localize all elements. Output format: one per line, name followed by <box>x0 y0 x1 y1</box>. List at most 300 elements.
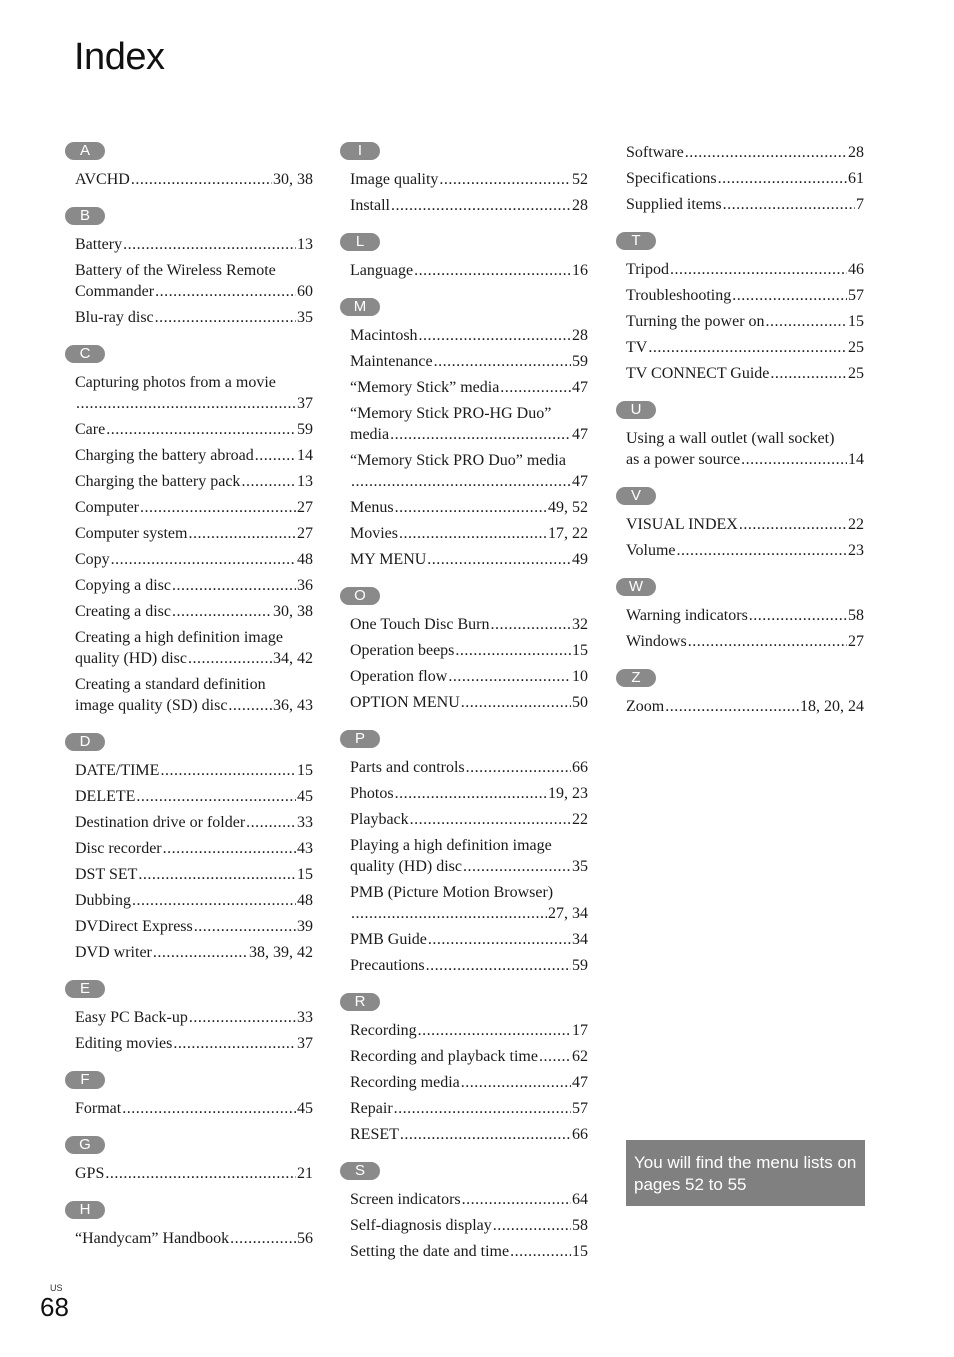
entry-page-numbers: 62 <box>572 1048 588 1065</box>
entry-label: DVD writer <box>75 944 152 961</box>
index-entry <box>626 168 864 189</box>
index-entry <box>626 142 864 163</box>
dot-leader <box>163 838 296 859</box>
entry-page-numbers: 30, 38 <box>273 171 313 188</box>
entry-label: Dubbing <box>75 892 131 909</box>
index-entry <box>350 523 588 544</box>
dot-leader <box>155 307 296 328</box>
entry-label: quality (HD) disc <box>350 858 462 875</box>
entry-label: Copy <box>75 551 110 568</box>
entry-page-numbers: 15 <box>572 1243 588 1260</box>
index-section <box>350 298 588 570</box>
index-section <box>75 1201 313 1249</box>
section-letter-badge: B <box>65 207 105 225</box>
entry-page-numbers: 57 <box>848 287 864 304</box>
entry-label: Operation flow <box>350 668 448 685</box>
dot-leader <box>510 1241 571 1262</box>
entry-label-line: Using a wall outlet (wall socket) <box>626 430 835 447</box>
dot-leader <box>241 471 296 492</box>
dot-leader <box>741 449 847 470</box>
dot-leader <box>648 337 847 358</box>
section-letter-badge: E <box>65 980 105 998</box>
dot-leader <box>688 631 847 652</box>
entry-page-numbers: 27 <box>297 499 313 516</box>
dot-leader <box>455 640 571 661</box>
dot-leader <box>155 281 296 302</box>
index-section <box>350 1162 588 1262</box>
index-entry <box>75 471 313 492</box>
dot-leader <box>172 575 296 596</box>
entry-page-numbers: 27, 34 <box>548 905 588 922</box>
index-section <box>75 1136 313 1184</box>
entry-page-numbers: 60 <box>297 283 313 300</box>
section-letter-badge: I <box>340 142 380 160</box>
entry-label: Commander <box>75 283 155 300</box>
entry-label: Editing movies <box>75 1035 173 1052</box>
section-letter-badge: V <box>616 487 656 505</box>
index-entry <box>75 1007 313 1028</box>
section-letter-badge: W <box>616 578 656 596</box>
entry-label: One Touch Disc Burn <box>350 616 490 633</box>
index-section <box>350 587 588 713</box>
index-entry <box>75 812 313 833</box>
index-entry <box>75 890 313 911</box>
section-letter-badge: L <box>340 233 380 251</box>
entry-page-numbers: 15 <box>297 762 313 779</box>
entry-label: RESET <box>350 1126 399 1143</box>
entry-label: Charging the battery abroad <box>75 447 254 464</box>
entry-label-line: “Memory Stick PRO-HG Duo” <box>350 405 552 422</box>
dot-leader <box>490 614 571 635</box>
entry-page-numbers: 43 <box>297 840 313 857</box>
entry-page-numbers: 49, 52 <box>548 499 588 516</box>
index-entry <box>75 601 313 622</box>
entry-label-line: Playing a high definition image <box>350 837 552 854</box>
entry-page-numbers: 22 <box>848 516 864 533</box>
entry-page-numbers: 35 <box>297 309 313 326</box>
entry-label: Recording media <box>350 1074 460 1091</box>
index-entry <box>350 1098 588 1119</box>
index-entry <box>350 640 588 661</box>
section-letter-badge: F <box>65 1071 105 1089</box>
index-entry <box>350 882 588 924</box>
entry-label: “Memory Stick” media <box>350 379 500 396</box>
dot-leader <box>351 903 547 924</box>
index-entry <box>75 523 313 544</box>
index-section <box>626 142 864 215</box>
section-letter-badge: H <box>65 1201 105 1219</box>
index-section <box>75 733 313 963</box>
entry-page-numbers: 59 <box>297 421 313 438</box>
dot-leader <box>105 1163 296 1184</box>
dot-leader <box>188 523 296 544</box>
index-entry <box>626 285 864 306</box>
entry-label: image quality (SD) disc <box>75 697 228 714</box>
dot-leader <box>230 1228 296 1249</box>
index-section <box>626 487 864 561</box>
index-entry <box>75 942 313 963</box>
entry-page-numbers: 36 <box>297 577 313 594</box>
entry-page-numbers: 27 <box>297 525 313 542</box>
entry-page-numbers: 45 <box>297 788 313 805</box>
index-entry <box>350 929 588 950</box>
dot-leader <box>194 916 296 937</box>
index-entry <box>350 614 588 635</box>
index-section <box>75 980 313 1054</box>
dot-leader <box>749 605 847 626</box>
index-entry <box>75 549 313 570</box>
entry-page-numbers: 17, 22 <box>548 525 588 542</box>
index-entry <box>350 195 588 216</box>
dot-leader <box>493 1215 571 1236</box>
entry-page-numbers: 37 <box>297 1035 313 1052</box>
index-entry <box>350 351 588 372</box>
entry-label: Screen indicators <box>350 1191 461 1208</box>
dot-leader <box>739 514 847 535</box>
entry-page-numbers: 15 <box>297 866 313 883</box>
entry-label: MY MENU <box>350 551 427 568</box>
index-entry <box>350 169 588 190</box>
entry-page-numbers: 59 <box>572 957 588 974</box>
index-entry <box>350 1020 588 1041</box>
dot-leader <box>122 1098 296 1119</box>
dot-leader <box>466 757 571 778</box>
dot-leader <box>427 549 571 570</box>
dot-leader <box>419 325 571 346</box>
entry-label: TV <box>626 339 648 356</box>
dot-leader <box>665 696 799 717</box>
entry-label: Image quality <box>350 171 439 188</box>
index-section <box>350 233 588 281</box>
entry-label: “Handycam” Handbook <box>75 1230 230 1247</box>
dot-leader <box>140 497 296 518</box>
entry-page-numbers: 56 <box>297 1230 313 1247</box>
entry-page-numbers: 48 <box>297 892 313 909</box>
dot-leader <box>394 1098 571 1119</box>
dot-leader <box>111 549 296 570</box>
index-entry <box>350 260 588 281</box>
entry-page-numbers: 13 <box>297 236 313 253</box>
index-entry <box>350 1241 588 1262</box>
index-entry <box>626 514 864 535</box>
entry-label: GPS <box>75 1165 105 1182</box>
entry-page-numbers: 35 <box>572 858 588 875</box>
entry-page-numbers: 7 <box>856 196 864 213</box>
index-entry <box>75 1228 313 1249</box>
index-entry <box>350 809 588 830</box>
entry-label: Maintenance <box>350 353 433 370</box>
dot-leader <box>390 424 571 445</box>
entry-page-numbers: 47 <box>572 379 588 396</box>
index-entry <box>350 692 588 713</box>
entry-label: PMB Guide <box>350 931 427 948</box>
index-entry <box>350 549 588 570</box>
entry-label: DATE/TIME <box>75 762 160 779</box>
section-letter-badge: S <box>340 1162 380 1180</box>
index-entry <box>75 1163 313 1184</box>
entry-label: Menus <box>350 499 394 516</box>
dot-leader <box>461 692 571 713</box>
entry-page-numbers: 34, 42 <box>273 650 313 667</box>
entry-page-numbers: 37 <box>297 395 313 412</box>
dot-leader <box>414 260 571 281</box>
entry-page-numbers: 15 <box>572 642 588 659</box>
index-entry <box>350 1189 588 1210</box>
index-entry <box>626 311 864 332</box>
index-entry <box>350 325 588 346</box>
index-section <box>75 1071 313 1119</box>
entry-page-numbers: 15 <box>848 313 864 330</box>
index-entry <box>75 1098 313 1119</box>
section-letter-badge: Z <box>616 669 656 687</box>
entry-label: Battery <box>75 236 123 253</box>
entry-page-numbers: 49 <box>572 551 588 568</box>
entry-page-numbers: 10 <box>572 668 588 685</box>
index-entry <box>75 307 313 328</box>
entry-label: AVCHD <box>75 171 130 188</box>
entry-page-numbers: 18, 20, 24 <box>800 698 864 715</box>
section-letter-badge: O <box>340 587 380 605</box>
index-entry <box>75 372 313 414</box>
entry-label: Recording and playback time <box>350 1048 538 1065</box>
entry-label: DVDirect Express <box>75 918 193 935</box>
dot-leader <box>418 1020 571 1041</box>
index-section <box>350 730 588 976</box>
entry-label: VISUAL INDEX <box>626 516 738 533</box>
index-entry <box>626 259 864 280</box>
entry-page-numbers: 28 <box>572 197 588 214</box>
entry-page-numbers: 19, 23 <box>548 785 588 802</box>
dot-leader <box>676 540 847 561</box>
entry-page-numbers: 58 <box>848 607 864 624</box>
section-letter-badge: D <box>65 733 105 751</box>
entry-page-numbers: 28 <box>572 327 588 344</box>
entry-label: OPTION MENU <box>350 694 460 711</box>
index-entry <box>626 696 864 717</box>
dot-leader <box>410 809 571 830</box>
dot-leader <box>426 955 571 976</box>
entry-label-line: Creating a high definition image <box>75 629 283 646</box>
entry-page-numbers: 17 <box>572 1022 588 1039</box>
section-letter-badge: P <box>340 730 380 748</box>
entry-label: Tripod <box>626 261 669 278</box>
index-entry <box>350 1046 588 1067</box>
index-entry <box>626 337 864 358</box>
entry-label: Computer <box>75 499 139 516</box>
entry-page-numbers: 48 <box>297 551 313 568</box>
dot-leader <box>723 194 855 215</box>
index-section <box>350 142 588 216</box>
index-entry <box>350 497 588 518</box>
entry-page-numbers: 33 <box>297 814 313 831</box>
entry-page-numbers: 36, 43 <box>273 697 313 714</box>
entry-page-numbers: 47 <box>572 1074 588 1091</box>
index-entry <box>350 666 588 687</box>
entry-label: Easy PC Back-up <box>75 1009 188 1026</box>
index-section <box>626 232 864 384</box>
entry-page-numbers: 27 <box>848 633 864 650</box>
entry-page-numbers: 46 <box>848 261 864 278</box>
entry-label: quality (HD) disc <box>75 650 187 667</box>
entry-page-numbers: 16 <box>572 262 588 279</box>
dot-leader <box>462 1189 571 1210</box>
dot-leader <box>685 142 847 163</box>
entry-label: Destination drive or folder <box>75 814 246 831</box>
index-entry <box>350 1215 588 1236</box>
entry-page-numbers: 14 <box>297 447 313 464</box>
index-entry <box>75 169 313 190</box>
section-letter-badge: C <box>65 345 105 363</box>
dot-leader <box>246 812 296 833</box>
dot-leader <box>136 786 296 807</box>
index-entry <box>350 757 588 778</box>
dot-leader <box>770 363 847 384</box>
dot-leader <box>160 760 296 781</box>
entry-label: Self-diagnosis display <box>350 1217 492 1234</box>
entry-label: Copying a disc <box>75 577 171 594</box>
index-section <box>75 207 313 328</box>
dot-leader <box>255 445 296 466</box>
entry-page-numbers: 57 <box>572 1100 588 1117</box>
entry-label: DELETE <box>75 788 136 805</box>
entry-page-numbers: 25 <box>848 365 864 382</box>
index-entry <box>350 783 588 804</box>
entry-page-numbers: 38, 39, 42 <box>249 944 313 961</box>
entry-label: Turning the power on <box>626 313 765 330</box>
dot-leader <box>428 929 571 950</box>
section-letter-badge: A <box>65 142 105 160</box>
entry-page-numbers: 45 <box>297 1100 313 1117</box>
dot-leader <box>351 471 571 492</box>
index-entry <box>75 864 313 885</box>
dot-leader <box>399 523 547 544</box>
entry-page-numbers: 33 <box>297 1009 313 1026</box>
index-entry <box>75 419 313 440</box>
index-entry <box>75 1033 313 1054</box>
entry-label: Setting the date and time <box>350 1243 510 1260</box>
entry-label-line: Capturing photos from a movie <box>75 374 276 391</box>
dot-leader <box>539 1046 571 1067</box>
entry-label: Volume <box>626 542 676 559</box>
entry-label: Format <box>75 1100 122 1117</box>
dot-leader <box>138 864 296 885</box>
entry-label: Recording <box>350 1022 417 1039</box>
dot-leader <box>189 1007 296 1028</box>
entry-page-numbers: 47 <box>572 426 588 443</box>
entry-label: Precautions <box>350 957 425 974</box>
entry-label: Install <box>350 197 390 214</box>
dot-leader <box>153 942 248 963</box>
dot-leader <box>439 169 571 190</box>
dot-leader <box>461 1072 571 1093</box>
section-letter-badge: U <box>616 401 656 419</box>
entry-label: Software <box>626 144 684 161</box>
index-entry <box>75 916 313 937</box>
index-entry <box>75 627 313 669</box>
entry-page-numbers: 50 <box>572 694 588 711</box>
dot-leader <box>123 234 296 255</box>
index-section <box>75 142 313 190</box>
dot-leader <box>395 497 547 518</box>
entry-page-numbers: 21 <box>297 1165 313 1182</box>
dot-leader <box>132 890 296 911</box>
entry-page-numbers: 52 <box>572 171 588 188</box>
index-entry <box>350 1124 588 1145</box>
index-entry <box>75 497 313 518</box>
index-section <box>626 401 864 470</box>
index-entry <box>75 674 313 716</box>
index-entry <box>75 760 313 781</box>
entry-label-line: Creating a standard definition <box>75 676 266 693</box>
index-column-2 <box>350 142 588 1279</box>
entry-label: Warning indicators <box>626 607 748 624</box>
dot-leader <box>395 783 547 804</box>
dot-leader <box>106 419 296 440</box>
dot-leader <box>131 169 272 190</box>
entry-page-numbers: 30, 38 <box>273 603 313 620</box>
index-entry <box>626 428 864 470</box>
index-entry <box>75 575 313 596</box>
index-entry <box>75 786 313 807</box>
dot-leader <box>76 393 296 414</box>
entry-page-numbers: 59 <box>572 353 588 370</box>
entry-page-numbers: 64 <box>572 1191 588 1208</box>
page-title: Index <box>74 36 165 78</box>
index-entry <box>350 955 588 976</box>
entry-label: Supplied items <box>626 196 722 213</box>
entry-label: Creating a disc <box>75 603 171 620</box>
index-entry <box>350 450 588 492</box>
entry-page-numbers: 13 <box>297 473 313 490</box>
index-entry <box>626 605 864 626</box>
dot-leader <box>228 695 272 716</box>
section-letter-badge: G <box>65 1136 105 1154</box>
page-number: 68 <box>40 1292 69 1322</box>
index-entry <box>350 835 588 877</box>
index-entry <box>626 540 864 561</box>
dot-leader <box>434 351 571 372</box>
entry-page-numbers: 58 <box>572 1217 588 1234</box>
entry-label: Care <box>75 421 106 438</box>
entry-label: Charging the battery pack <box>75 473 241 490</box>
section-letter-badge: M <box>340 298 380 316</box>
section-letter-badge: R <box>340 993 380 1011</box>
index-entry <box>626 363 864 384</box>
index-entry <box>350 403 588 445</box>
entry-page-numbers: 25 <box>848 339 864 356</box>
entry-label: Parts and controls <box>350 759 465 776</box>
entry-label: Language <box>350 262 414 279</box>
entry-label: TV CONNECT Guide <box>626 365 770 382</box>
index-entry <box>626 194 864 215</box>
entry-label: Zoom <box>626 698 665 715</box>
index-column-3 <box>626 142 864 734</box>
dot-leader <box>718 168 847 189</box>
entry-label: Windows <box>626 633 687 650</box>
dot-leader <box>732 285 847 306</box>
entry-label: as a power source <box>626 451 741 468</box>
entry-label: Photos <box>350 785 394 802</box>
entry-label: Disc recorder <box>75 840 162 857</box>
entry-label: Operation beeps <box>350 642 455 659</box>
index-entry <box>350 377 588 398</box>
index-entry <box>75 234 313 255</box>
entry-label: Repair <box>350 1100 393 1117</box>
dot-leader <box>448 666 571 687</box>
entry-page-numbers: 14 <box>848 451 864 468</box>
entry-label: media <box>350 426 390 443</box>
index-section <box>626 578 864 652</box>
